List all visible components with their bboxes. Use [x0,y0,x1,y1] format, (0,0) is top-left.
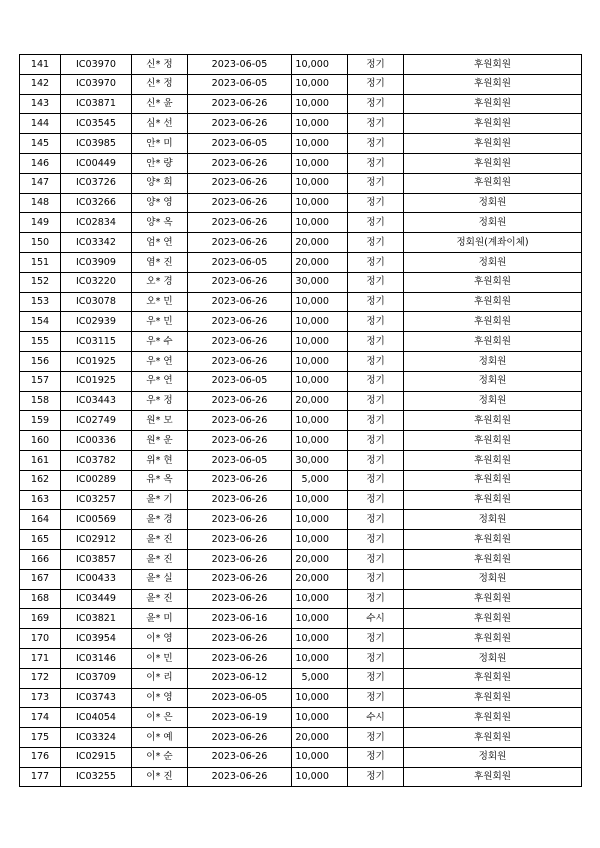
table-row [20,549,582,569]
member-id-cell: IC03545 [61,114,132,134]
amount-cell: 5,000 [292,470,348,490]
table-row [20,688,582,708]
member-id-cell: IC00289 [61,470,132,490]
row-number-cell: 152 [20,272,61,292]
table-row [20,708,582,728]
amount-cell: 10,000 [292,114,348,134]
amount-cell: 20,000 [292,549,348,569]
member-type-cell: 후원회원 [404,450,582,470]
table-row [20,371,582,391]
amount-cell: 20,000 [292,569,348,589]
payment-type-cell: 정기 [348,371,404,391]
date-cell: 2023-06-26 [188,648,292,668]
date-cell: 2023-06-26 [188,510,292,530]
date-cell: 2023-06-05 [188,688,292,708]
member-id-cell: IC03985 [61,134,132,154]
row-number-cell: 156 [20,351,61,371]
member-type-cell: 정회원 [404,193,582,213]
donor-name-cell: 이* 영 [132,629,188,649]
amount-cell: 10,000 [292,351,348,371]
donor-name-cell: 윤* 기 [132,490,188,510]
amount-cell: 10,000 [292,747,348,767]
payment-type-cell: 정기 [348,312,404,332]
amount-cell: 20,000 [292,252,348,272]
date-cell: 2023-06-26 [188,431,292,451]
table-row [20,609,582,629]
payment-type-cell: 정기 [348,391,404,411]
amount-cell: 10,000 [292,292,348,312]
table-row [20,391,582,411]
amount-cell: 10,000 [292,589,348,609]
table-row [20,55,582,75]
date-cell: 2023-06-05 [188,74,292,94]
donor-name-cell: 이* 리 [132,668,188,688]
member-type-cell: 후원회원 [404,589,582,609]
member-type-cell: 정회원(계좌이체) [404,233,582,253]
payment-type-cell: 정기 [348,629,404,649]
payment-type-cell: 정기 [348,648,404,668]
member-id-cell: IC03443 [61,391,132,411]
member-type-cell: 후원회원 [404,767,582,787]
donor-name-cell: 신* 정 [132,55,188,75]
table-row [20,728,582,748]
member-type-cell: 정회원 [404,351,582,371]
member-type-cell: 후원회원 [404,114,582,134]
member-id-cell: IC03342 [61,233,132,253]
row-number-cell: 154 [20,312,61,332]
member-id-cell: IC03871 [61,94,132,114]
member-id-cell: IC02939 [61,312,132,332]
row-number-cell: 163 [20,490,61,510]
date-cell: 2023-06-26 [188,391,292,411]
table-row [20,134,582,154]
member-id-cell: IC00569 [61,510,132,530]
payment-type-cell: 정기 [348,173,404,193]
amount-cell: 10,000 [292,708,348,728]
row-number-cell: 166 [20,549,61,569]
amount-cell: 10,000 [292,153,348,173]
member-type-cell: 정회원 [404,510,582,530]
row-number-cell: 164 [20,510,61,530]
amount-cell: 30,000 [292,272,348,292]
payment-type-cell: 정기 [348,94,404,114]
donor-name-cell: 양* 영 [132,193,188,213]
member-id-cell: IC03970 [61,74,132,94]
payment-type-cell: 정기 [348,490,404,510]
member-type-cell: 후원회원 [404,332,582,352]
row-number-cell: 148 [20,193,61,213]
table-row [20,490,582,510]
table-row [20,272,582,292]
donor-name-cell: 안* 미 [132,134,188,154]
date-cell: 2023-06-26 [188,569,292,589]
payment-type-cell: 정기 [348,470,404,490]
member-id-cell: IC03146 [61,648,132,668]
date-cell: 2023-06-16 [188,609,292,629]
row-number-cell: 160 [20,431,61,451]
date-cell: 2023-06-19 [188,708,292,728]
payment-type-cell: 정기 [348,549,404,569]
table-row [20,569,582,589]
table-row [20,470,582,490]
date-cell: 2023-06-05 [188,55,292,75]
member-id-cell: IC01925 [61,371,132,391]
member-type-cell: 정회원 [404,391,582,411]
donation-table-body [20,55,582,787]
member-type-cell: 후원회원 [404,134,582,154]
payment-type-cell: 정기 [348,728,404,748]
row-number-cell: 170 [20,629,61,649]
member-id-cell: IC03743 [61,688,132,708]
payment-type-cell: 정기 [348,114,404,134]
member-id-cell: IC03449 [61,589,132,609]
row-number-cell: 168 [20,589,61,609]
member-id-cell: IC03324 [61,728,132,748]
member-type-cell: 후원회원 [404,153,582,173]
date-cell: 2023-06-26 [188,233,292,253]
donor-name-cell: 윤* 진 [132,549,188,569]
donor-name-cell: 윤* 진 [132,530,188,550]
payment-type-cell: 정기 [348,589,404,609]
date-cell: 2023-06-26 [188,213,292,233]
donor-name-cell: 이* 은 [132,708,188,728]
date-cell: 2023-06-26 [188,411,292,431]
payment-type-cell: 정기 [348,510,404,530]
row-number-cell: 162 [20,470,61,490]
date-cell: 2023-06-12 [188,668,292,688]
member-type-cell: 후원회원 [404,312,582,332]
member-id-cell: IC03220 [61,272,132,292]
member-type-cell: 후원회원 [404,292,582,312]
row-number-cell: 172 [20,668,61,688]
member-type-cell: 후원회원 [404,530,582,550]
donor-name-cell: 신* 정 [132,74,188,94]
table-row [20,233,582,253]
donor-name-cell: 윤* 경 [132,510,188,530]
member-type-cell: 후원회원 [404,173,582,193]
table-row [20,431,582,451]
member-type-cell: 후원회원 [404,629,582,649]
table-row [20,747,582,767]
row-number-cell: 142 [20,74,61,94]
donor-name-cell: 우* 정 [132,391,188,411]
table-row [20,767,582,787]
member-type-cell: 후원회원 [404,708,582,728]
donor-name-cell: 이* 순 [132,747,188,767]
table-row [20,411,582,431]
payment-type-cell: 정기 [348,351,404,371]
date-cell: 2023-06-26 [188,767,292,787]
donor-name-cell: 이* 예 [132,728,188,748]
payment-type-cell: 정기 [348,252,404,272]
row-number-cell: 145 [20,134,61,154]
member-type-cell: 후원회원 [404,74,582,94]
date-cell: 2023-06-26 [188,292,292,312]
payment-type-cell: 정기 [348,431,404,451]
member-id-cell: IC00433 [61,569,132,589]
date-cell: 2023-06-26 [188,747,292,767]
member-id-cell: IC02912 [61,530,132,550]
payment-type-cell: 수시 [348,708,404,728]
member-type-cell: 후원회원 [404,688,582,708]
amount-cell: 10,000 [292,312,348,332]
member-type-cell: 정회원 [404,648,582,668]
donor-name-cell: 신* 윤 [132,94,188,114]
donor-name-cell: 우* 수 [132,332,188,352]
row-number-cell: 171 [20,648,61,668]
date-cell: 2023-06-05 [188,134,292,154]
amount-cell: 10,000 [292,332,348,352]
amount-cell: 20,000 [292,728,348,748]
donor-name-cell: 원* 운 [132,431,188,451]
row-number-cell: 146 [20,153,61,173]
payment-type-cell: 정기 [348,272,404,292]
date-cell: 2023-06-05 [188,450,292,470]
donor-name-cell: 우* 민 [132,312,188,332]
donor-name-cell: 양* 희 [132,173,188,193]
payment-type-cell: 정기 [348,747,404,767]
table-row [20,312,582,332]
member-id-cell: IC00449 [61,153,132,173]
donor-name-cell: 원* 모 [132,411,188,431]
payment-type-cell: 정기 [348,233,404,253]
amount-cell: 10,000 [292,371,348,391]
donor-name-cell: 윤* 실 [132,569,188,589]
table-row [20,193,582,213]
payment-type-cell: 정기 [348,292,404,312]
member-type-cell: 정회원 [404,213,582,233]
member-type-cell: 후원회원 [404,431,582,451]
amount-cell: 10,000 [292,213,348,233]
member-id-cell: IC02749 [61,411,132,431]
row-number-cell: 153 [20,292,61,312]
amount-cell: 10,000 [292,134,348,154]
member-id-cell: IC03115 [61,332,132,352]
date-cell: 2023-06-26 [188,153,292,173]
table-row [20,94,582,114]
member-id-cell: IC03709 [61,668,132,688]
row-number-cell: 175 [20,728,61,748]
row-number-cell: 161 [20,450,61,470]
date-cell: 2023-06-26 [188,549,292,569]
member-type-cell: 후원회원 [404,55,582,75]
amount-cell: 10,000 [292,94,348,114]
payment-type-cell: 정기 [348,411,404,431]
amount-cell: 10,000 [292,767,348,787]
member-type-cell: 후원회원 [404,272,582,292]
row-number-cell: 150 [20,233,61,253]
date-cell: 2023-06-26 [188,173,292,193]
member-type-cell: 후원회원 [404,609,582,629]
member-id-cell: IC03909 [61,252,132,272]
payment-type-cell: 정기 [348,74,404,94]
donor-name-cell: 이* 영 [132,688,188,708]
amount-cell: 10,000 [292,609,348,629]
payment-type-cell: 정기 [348,530,404,550]
donor-name-cell: 유* 옥 [132,470,188,490]
amount-cell: 10,000 [292,629,348,649]
amount-cell: 10,000 [292,74,348,94]
member-id-cell: IC03255 [61,767,132,787]
table-row [20,530,582,550]
amount-cell: 20,000 [292,391,348,411]
donor-name-cell: 이* 민 [132,648,188,668]
row-number-cell: 159 [20,411,61,431]
donor-name-cell: 오* 민 [132,292,188,312]
date-cell: 2023-06-26 [188,351,292,371]
member-type-cell: 후원회원 [404,728,582,748]
amount-cell: 10,000 [292,688,348,708]
amount-cell: 30,000 [292,450,348,470]
row-number-cell: 177 [20,767,61,787]
payment-type-cell: 정기 [348,193,404,213]
amount-cell: 10,000 [292,193,348,213]
table-row [20,450,582,470]
row-number-cell: 149 [20,213,61,233]
member-id-cell: IC03954 [61,629,132,649]
date-cell: 2023-06-26 [188,629,292,649]
table-row [20,589,582,609]
donor-name-cell: 윤* 미 [132,609,188,629]
table-row [20,668,582,688]
payment-type-cell: 정기 [348,668,404,688]
donor-name-cell: 우* 연 [132,351,188,371]
row-number-cell: 141 [20,55,61,75]
member-type-cell: 후원회원 [404,549,582,569]
row-number-cell: 165 [20,530,61,550]
table-row [20,332,582,352]
table-row [20,351,582,371]
amount-cell: 10,000 [292,411,348,431]
donor-name-cell: 엄* 연 [132,233,188,253]
donor-name-cell: 위* 현 [132,450,188,470]
table-row [20,629,582,649]
amount-cell: 5,000 [292,668,348,688]
donor-name-cell: 우* 연 [132,371,188,391]
payment-type-cell: 정기 [348,55,404,75]
donor-name-cell: 오* 경 [132,272,188,292]
row-number-cell: 169 [20,609,61,629]
date-cell: 2023-06-26 [188,193,292,213]
row-number-cell: 155 [20,332,61,352]
member-type-cell: 정회원 [404,569,582,589]
date-cell: 2023-06-26 [188,589,292,609]
table-row [20,173,582,193]
member-type-cell: 후원회원 [404,668,582,688]
member-id-cell: IC03726 [61,173,132,193]
amount-cell: 10,000 [292,431,348,451]
donor-name-cell: 이* 진 [132,767,188,787]
table-row [20,648,582,668]
payment-type-cell: 정기 [348,332,404,352]
row-number-cell: 147 [20,173,61,193]
date-cell: 2023-06-26 [188,332,292,352]
payment-type-cell: 정기 [348,767,404,787]
member-id-cell: IC03857 [61,549,132,569]
member-id-cell: IC01925 [61,351,132,371]
table-row [20,153,582,173]
member-id-cell: IC03821 [61,609,132,629]
table-row [20,74,582,94]
payment-type-cell: 정기 [348,134,404,154]
table-row [20,510,582,530]
donor-name-cell: 안* 량 [132,153,188,173]
member-id-cell: IC04054 [61,708,132,728]
payment-type-cell: 정기 [348,213,404,233]
donor-name-cell: 심* 선 [132,114,188,134]
member-id-cell: IC03782 [61,450,132,470]
amount-cell: 10,000 [292,55,348,75]
member-id-cell: IC02915 [61,747,132,767]
date-cell: 2023-06-26 [188,94,292,114]
date-cell: 2023-06-26 [188,470,292,490]
member-id-cell: IC03257 [61,490,132,510]
member-type-cell: 후원회원 [404,94,582,114]
date-cell: 2023-06-26 [188,490,292,510]
table-row [20,213,582,233]
table-row [20,292,582,312]
member-type-cell: 정회원 [404,747,582,767]
date-cell: 2023-06-26 [188,728,292,748]
date-cell: 2023-06-26 [188,114,292,134]
donor-name-cell: 윤* 진 [132,589,188,609]
member-type-cell: 후원회원 [404,470,582,490]
row-number-cell: 176 [20,747,61,767]
date-cell: 2023-06-26 [188,530,292,550]
donor-name-cell: 양* 옥 [132,213,188,233]
row-number-cell: 157 [20,371,61,391]
amount-cell: 20,000 [292,233,348,253]
amount-cell: 10,000 [292,173,348,193]
date-cell: 2023-06-05 [188,252,292,272]
row-number-cell: 143 [20,94,61,114]
row-number-cell: 174 [20,708,61,728]
member-id-cell: IC03266 [61,193,132,213]
member-type-cell: 정회원 [404,252,582,272]
amount-cell: 10,000 [292,530,348,550]
date-cell: 2023-06-26 [188,312,292,332]
row-number-cell: 151 [20,252,61,272]
row-number-cell: 158 [20,391,61,411]
member-id-cell: IC03970 [61,55,132,75]
donation-table [19,54,582,787]
amount-cell: 10,000 [292,510,348,530]
payment-type-cell: 정기 [348,450,404,470]
member-type-cell: 정회원 [404,371,582,391]
member-id-cell: IC03078 [61,292,132,312]
row-number-cell: 173 [20,688,61,708]
date-cell: 2023-06-05 [188,371,292,391]
member-id-cell: IC02834 [61,213,132,233]
amount-cell: 10,000 [292,490,348,510]
amount-cell: 10,000 [292,648,348,668]
payment-type-cell: 정기 [348,153,404,173]
payment-type-cell: 정기 [348,688,404,708]
table-row [20,252,582,272]
table-row [20,114,582,134]
member-type-cell: 후원회원 [404,490,582,510]
payment-type-cell: 정기 [348,569,404,589]
payment-type-cell: 수시 [348,609,404,629]
member-id-cell: IC00336 [61,431,132,451]
donor-name-cell: 염* 진 [132,252,188,272]
date-cell: 2023-06-26 [188,272,292,292]
row-number-cell: 144 [20,114,61,134]
row-number-cell: 167 [20,569,61,589]
member-type-cell: 후원회원 [404,411,582,431]
